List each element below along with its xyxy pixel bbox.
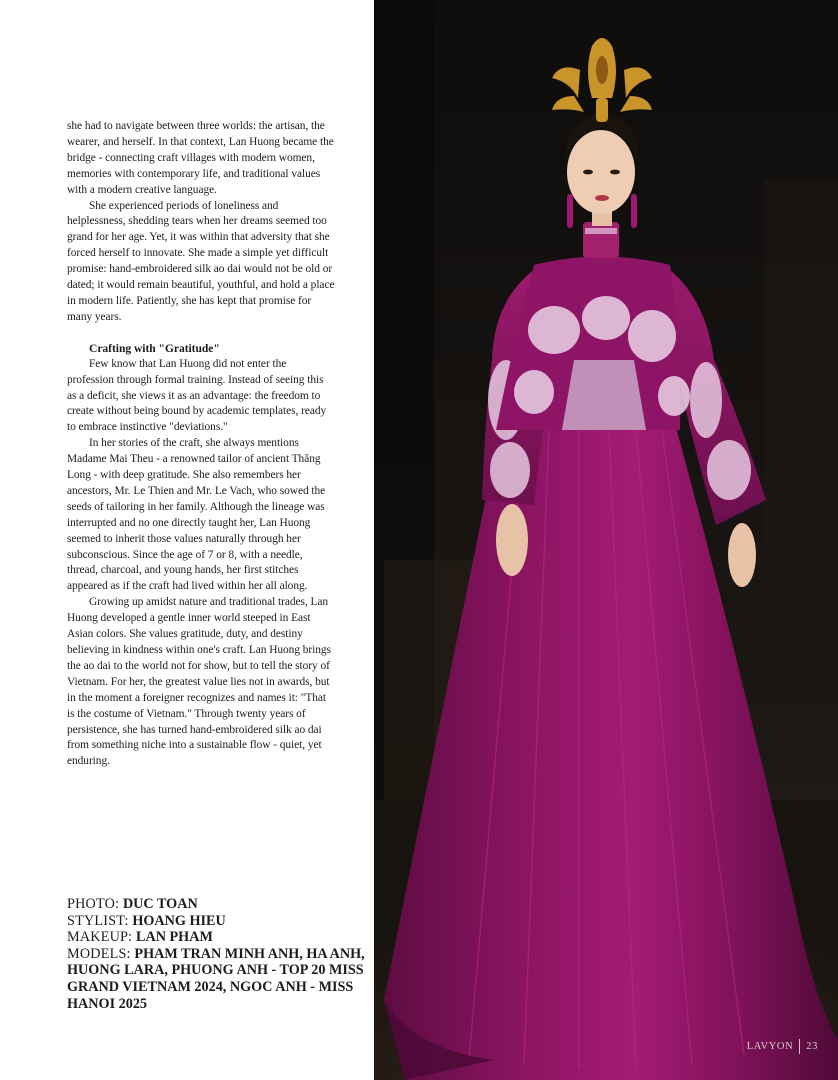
- article-paragraph: she had to navigate between three worlds: the artisan, the wearer, and herself. In that context, Lan Huong became the bridge - connecting craft villages with modern women, memories with contemporary life, and traditional values with a modern creative language.: [67, 120, 334, 196]
- magazine-name: LAVYON: [746, 1040, 794, 1052]
- credit-models: MODELS: PHAM TRAN MINH ANH, HA ANH, HUONG LARA, PHUONG ANH - TOP 20 MISS GRAND VIETNAM 2024, NGOC ANH - MISS HANOI 2025: [67, 945, 365, 1012]
- article-paragraph: Few know that Lan Huong did not enter the profession through formal training. Instead of seeing this as a deficit, she views it as an advantage: the freedom to create without being bound by academic templates, ready to embrace instinctive "deviations.": [67, 357, 327, 434]
- section-heading: Crafting with "Gratitude": [89, 341, 220, 355]
- credit-makeup: MAKEUP: LAN PHAM: [67, 929, 213, 946]
- model-in-ao-dai-illustration: [374, 0, 838, 1080]
- photo-credits: [67, 896, 367, 1012]
- article-paragraph: In her stories of the craft, she always mentions Madame Mai Theu - a renowned tailor of ancient Thăng Long - with deep gratitude. She also remembers her ancestors, Mr. Le Thien and Mr. Le Vach, who sowed the seeds of tailoring in her family. Although the lineage was interrupted and no one directly taught her, Lan Huong seemed to inherit those values naturally through her subconscious. Since the age of 7 or 8, with a needle, thread, charcoal, and young hands, her first stitches appeared as if the craft had lived within her all along.: [67, 437, 326, 593]
- article-paragraph: Growing up amidst nature and traditional trades, Lan Huong developed a gentle inner world steeped in East Asian colors. She values gratitude, duty, and destiny believing in kindness within one's craft. Lan Huong brings the ao dai to the world not for show, but to tell the story of Vietnam. For her, the greatest value lies not in awards, but in the moment a foreigner recognizes and names it: "That is the costume of Vietnam." Through twenty years of persistence, she has turned hand-embroidered silk ao dai from something niche into a sustainable flow - quiet, yet enduring.: [67, 596, 331, 768]
- page-number: 23: [806, 1040, 818, 1052]
- credit-photo: PHOTO: DUC TOAN: [67, 896, 198, 912]
- fashion-photo: [374, 0, 838, 1080]
- article-text-column: [67, 119, 335, 770]
- page-footer: [747, 1039, 818, 1054]
- footer-divider: [799, 1039, 800, 1054]
- credit-stylist: STYLIST: HOANG HIEU: [67, 912, 226, 929]
- article-paragraph: She experienced periods of loneliness and helplessness, shedding tears when her dreams seemed too grand for her age. Yet, it was within that adversity that she forced herself to innovate. She made a simple yet difficult promise: hand-embroidered silk ao dai would not be old or dated; it would remain beautiful, youthful, and hold a place in modern life. Patiently, she has kept that promise for many years.: [67, 199, 335, 323]
